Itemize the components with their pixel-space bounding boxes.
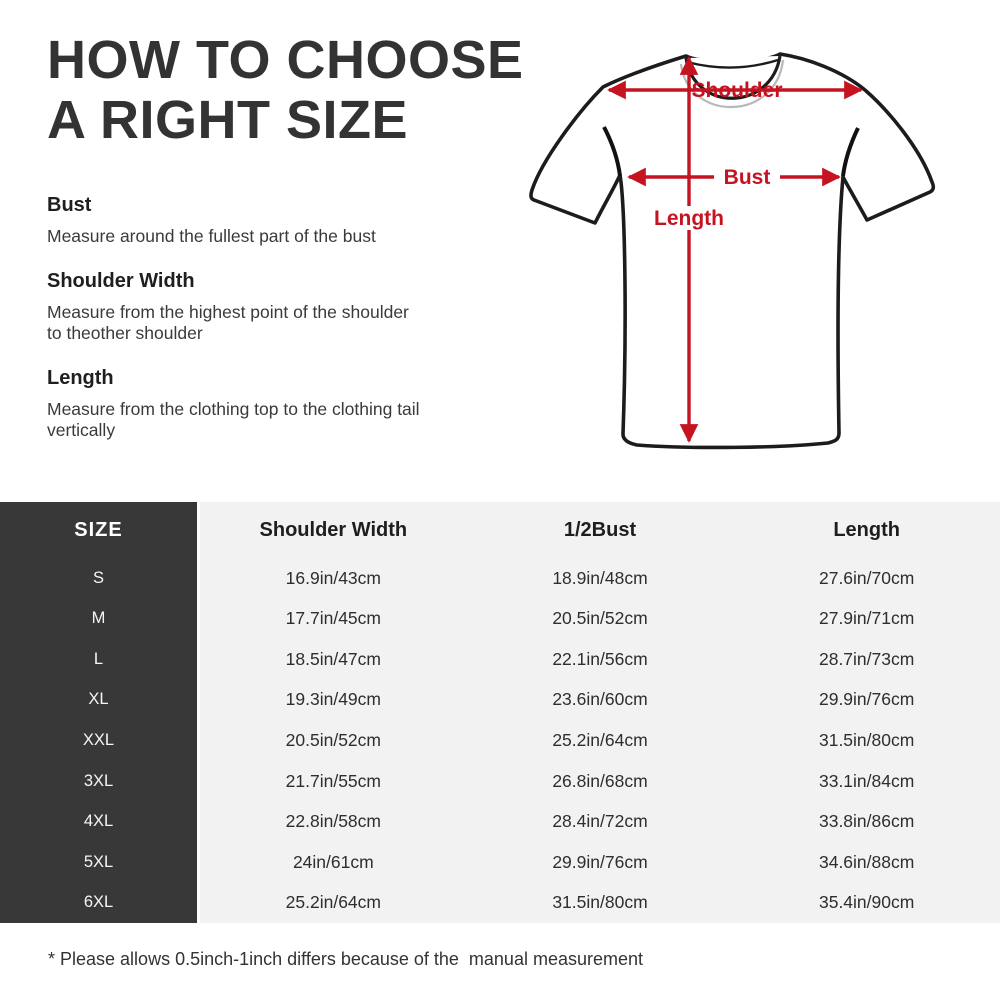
size-label: 6XL <box>83 893 114 912</box>
table-cell: 34.6in/88cm <box>818 851 915 872</box>
size-column <box>0 502 197 923</box>
instruction-length-text: Measure from the clothing top to the clothing tail vertically <box>47 398 420 440</box>
instruction-bust <box>47 194 425 248</box>
instruction-shoulder-heading: Shoulder Width <box>47 269 195 292</box>
size-table <box>0 502 1000 923</box>
size-label: XXL <box>82 730 115 749</box>
size-label: XL <box>88 690 109 709</box>
table-cell: 22.8in/58cm <box>285 811 381 832</box>
table-cell: 29.9in/76cm <box>552 851 648 872</box>
size-column-header: SIZE <box>74 518 123 541</box>
table-cell: 23.6in/60cm <box>552 689 648 710</box>
size-label: 4XL <box>83 812 114 831</box>
table-cell: 19.3in/49cm <box>285 689 381 710</box>
page-title <box>47 30 524 150</box>
tshirt-measurement-diagram <box>520 20 980 460</box>
bust-arrow-label: Bust <box>723 166 771 189</box>
table-cell: 31.5in/80cm <box>552 892 648 913</box>
size-table-data <box>200 502 1000 923</box>
size-label: 3XL <box>83 771 114 790</box>
table-cell: 29.9in/76cm <box>818 689 915 710</box>
size-label: S <box>92 568 104 587</box>
length-arrow-label: Length <box>654 207 724 230</box>
measure-instructions <box>47 194 425 464</box>
table-cell: 16.9in/43cm <box>285 567 381 588</box>
table-cell: 25.2in/64cm <box>285 892 381 913</box>
table-cell: 18.5in/47cm <box>285 648 381 669</box>
table-cell: 17.7in/45cm <box>285 608 381 629</box>
table-cell: 27.6in/70cm <box>818 567 915 588</box>
table-cell: 22.1in/56cm <box>552 648 648 669</box>
shoulder-arrow-label: Shoulder <box>691 79 783 102</box>
instruction-length-heading: Length <box>47 366 114 389</box>
table-cell: 33.8in/86cm <box>818 811 915 832</box>
table-cell: 26.8in/68cm <box>552 770 648 791</box>
instruction-shoulder <box>47 270 425 345</box>
column-header-length: Length <box>833 518 900 541</box>
size-label: 5XL <box>83 852 114 871</box>
table-cell: 31.5in/80cm <box>818 729 915 750</box>
column-header-shoulder: Shoulder Width <box>259 518 408 541</box>
size-label: M <box>91 609 106 628</box>
instruction-shoulder-text: Measure from the highest point of the shoulder to theother shoulder <box>47 301 409 343</box>
table-cell: 28.4in/72cm <box>552 811 648 832</box>
table-cell: 27.9in/71cm <box>818 608 915 629</box>
table-cell: 21.7in/55cm <box>285 770 381 791</box>
table-cell: 28.7in/73cm <box>818 648 915 669</box>
table-cell: 33.1in/84cm <box>818 770 915 791</box>
instruction-bust-heading: Bust <box>47 194 92 216</box>
measurement-disclaimer: * Please allows 0.5inch-1inch differs because of the manual measurement <box>48 949 644 969</box>
tshirt-outline <box>531 54 933 447</box>
table-cell: 20.5in/52cm <box>285 729 381 750</box>
size-label: L <box>93 649 104 668</box>
table-cell: 18.9in/48cm <box>552 567 648 588</box>
page-title-line2: A RIGHT SIZE <box>47 90 409 150</box>
column-header-bust: 1/2Bust <box>563 518 637 541</box>
page-title-line1: HOW TO CHOOSE <box>47 30 524 90</box>
table-cell: 24in/61cm <box>292 851 374 872</box>
table-cell: 35.4in/90cm <box>818 892 915 913</box>
instruction-bust-text: Measure around the fullest part of the bust <box>47 226 376 246</box>
instruction-length <box>47 367 425 442</box>
table-cell: 25.2in/64cm <box>552 729 648 750</box>
table-cell: 20.5in/52cm <box>552 608 648 629</box>
